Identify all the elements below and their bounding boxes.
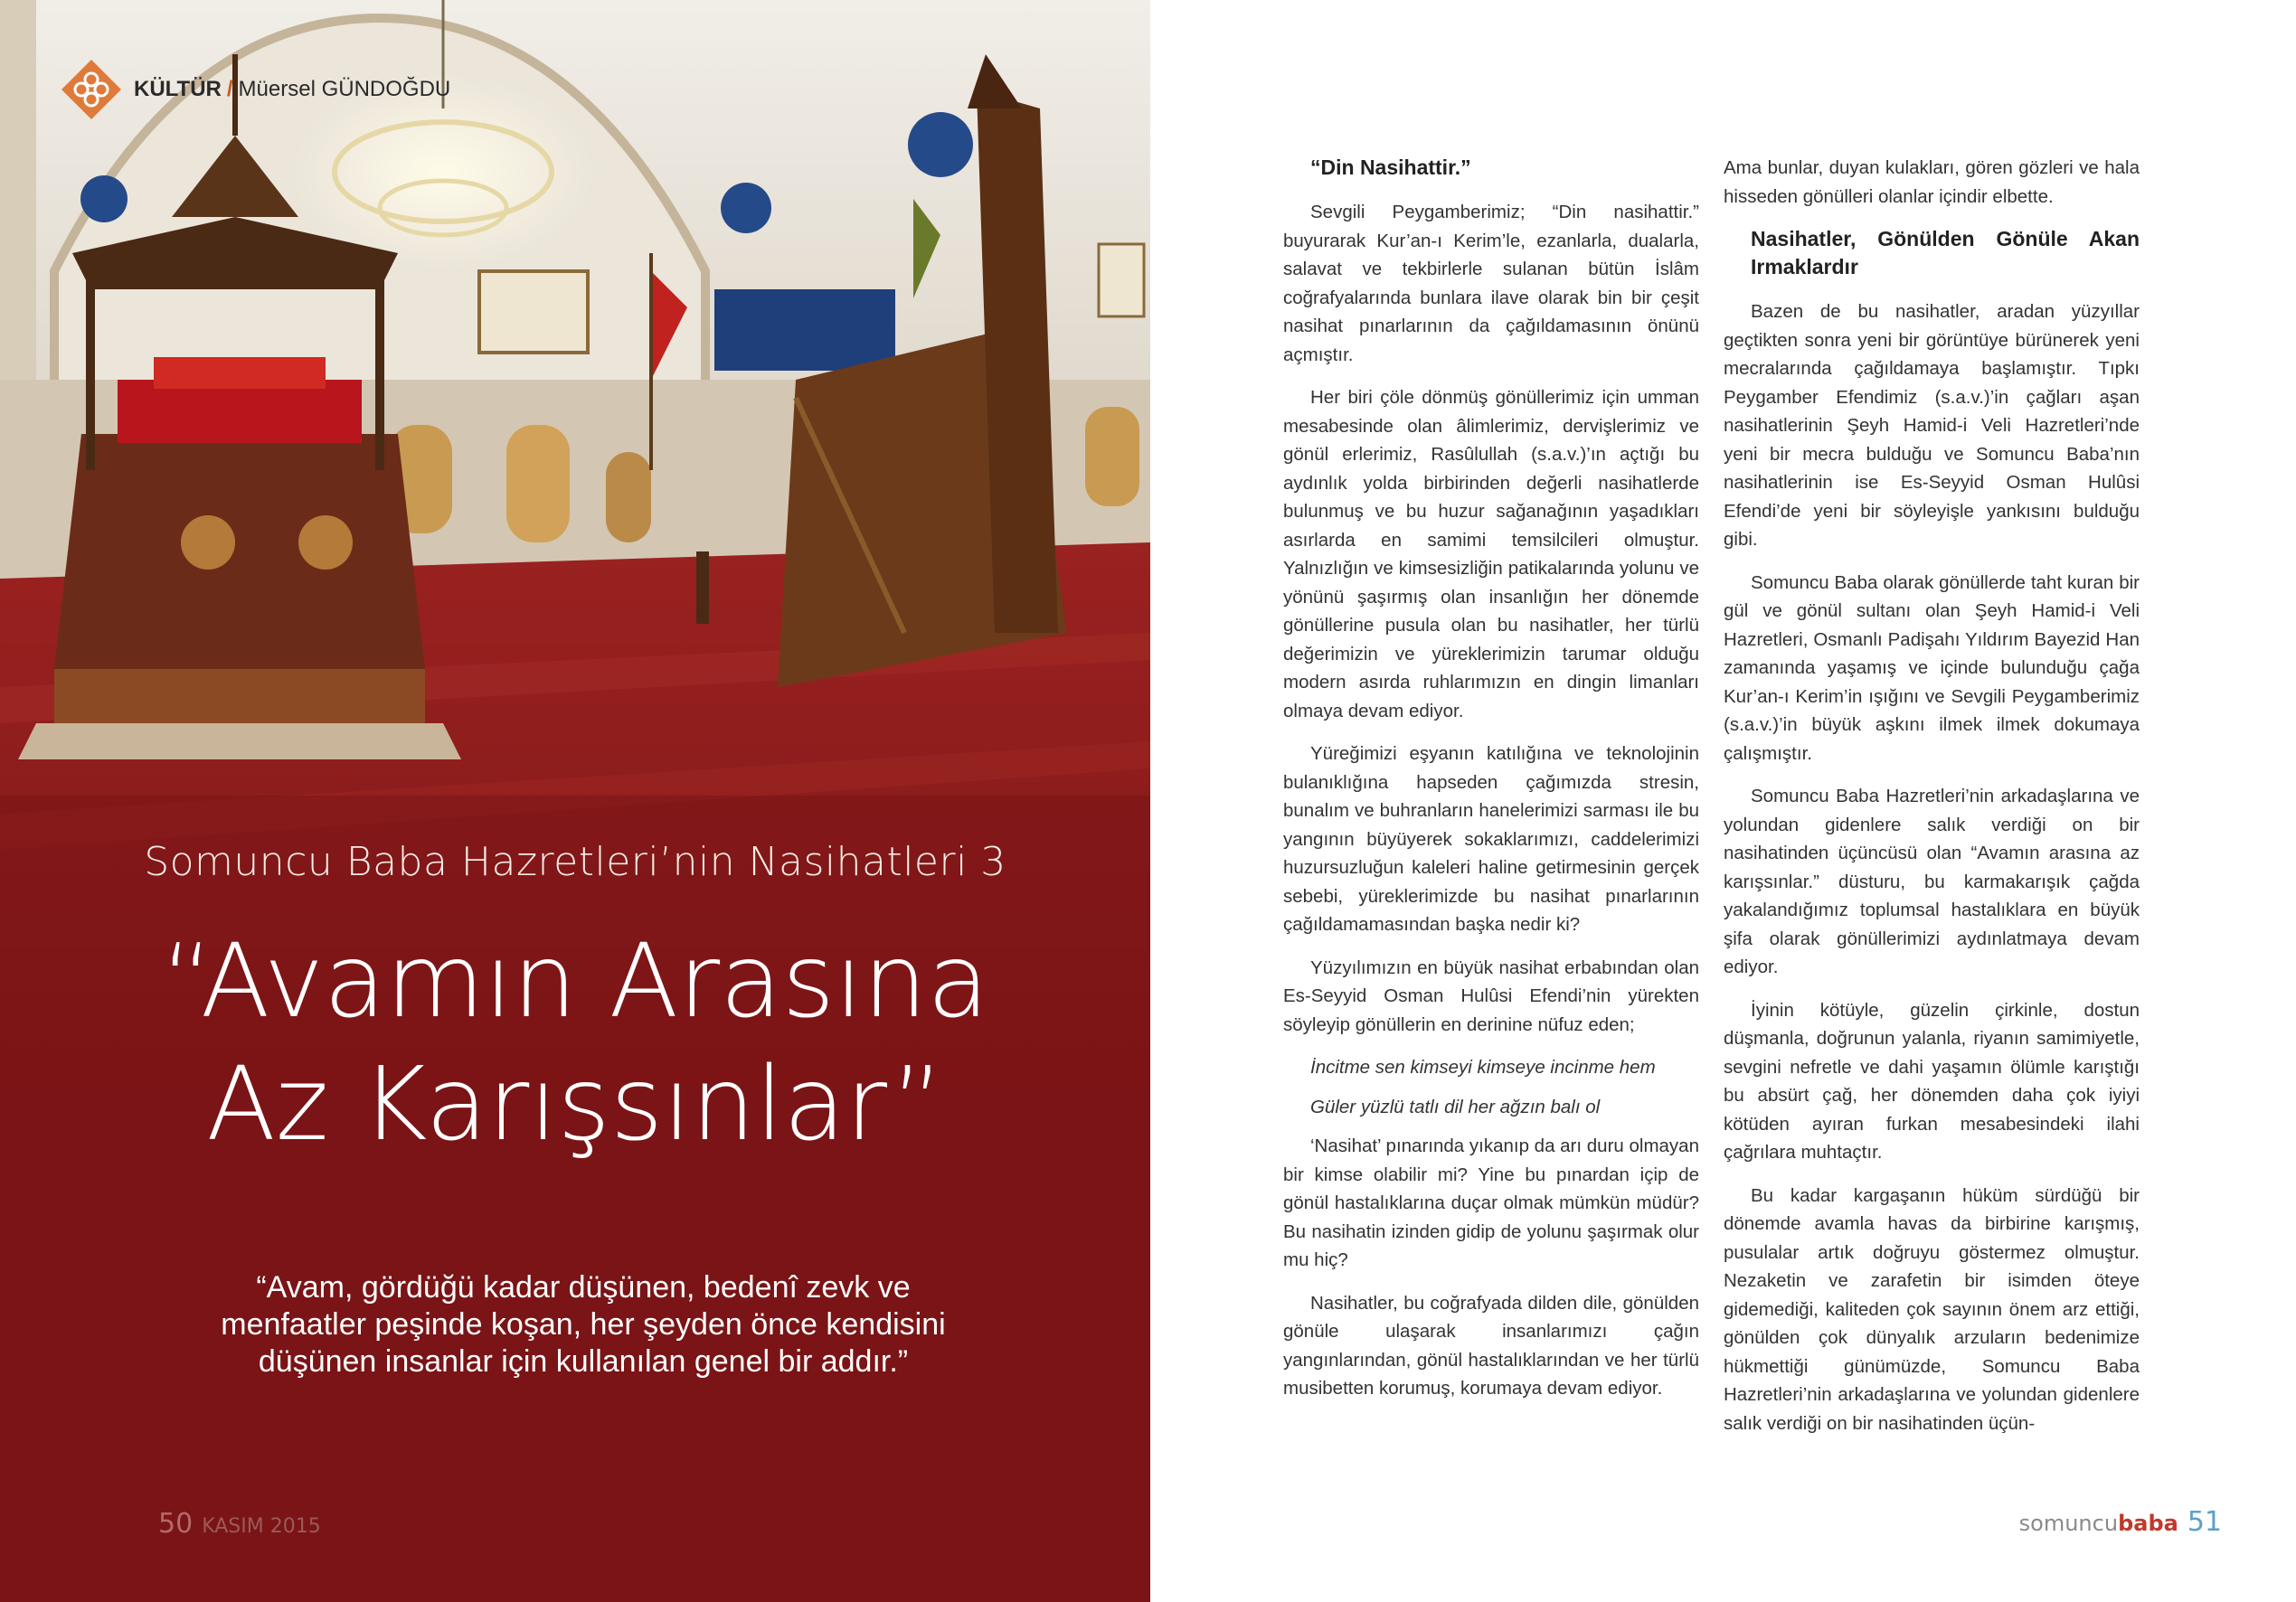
section-label: KÜLTÜR bbox=[134, 77, 222, 101]
article-subtitle: Somuncu Baba Hazretleri’nin Nasihatleri 3 bbox=[144, 839, 1006, 885]
paragraph: Nasihatler, bu coğrafyada dilden dile, gönülden gönüle ulaşarak insanlarımızı çağın yangınlarından, gönül hastalıklarından ve her türlü musibetten korumuş, korumaya devam ediyor. bbox=[1283, 1292, 1699, 1399]
column2-heading: Nasihatler, Gönülden Gönüle Akan Irmaklardır bbox=[1751, 227, 2140, 278]
paragraph: Sevgili Peygamberimiz; “Din nasihattir.” buyurarak Kur’an-ı Kerim’le, ezanlarla, dualarla, salavat ve tekbirlerle sulanan bütün İslâm coğrafyalarında bunlara ilave olarak bin bir çeşit nasihat pınarlarının da çağıldamasının önünü açmıştır. bbox=[1283, 202, 1699, 365]
section-separator: / bbox=[226, 77, 233, 101]
text-column-1 bbox=[1283, 154, 1699, 1418]
paragraph: ‘Nasihat’ pınarında yıkanıp da arı duru olmayan bir kimse olabilir mi? Yine bu pınardan içip de gönül hastalıklarına duçar olmak mümkün müdür? Bu nasihatin izinden gidip de yolunu şaşırmak olur mu hiç? bbox=[1283, 1136, 1699, 1270]
column1-heading: “Din Nasihattir.” bbox=[1310, 155, 1471, 179]
paragraph: Yüzyılımızın en büyük nasihat erbabından olan Es-Seyyid Osman Hulûsi Efendi’nin yürekten söyleyip gönüllerin en derinine nüfuz eden; bbox=[1283, 956, 1699, 1035]
paragraph: Her biri çöle dönmüş gönüllerimiz için umman mesabesinde olan âlimlerimiz, dervişlerimiz ve gönül erlerimiz, Rasûlullah (s.a.v.)’ın açtığı bu aydınlık yolda birbirinden değerli nasihatlerde bulunmuş ve bu huzur sağanağının yaşadıkları asırlarda en samimi temsilcileri olmuştur. Yalnızlığın ve kimsesizliğin patikalarında yolunu ve yönünü şaşırmış olan insanlığın her dönemde gönüllerine pusula olan bu nasihatler, her türlü değerimizin ve yüreklerimizin tarumar olduğu modern asırda ruhlarımızın en dingin limanları olmaya devam ediyor. bbox=[1283, 387, 1699, 721]
paragraph: Bazen de bu nasihatler, aradan yüzyıllar geçtikten sonra yeni bir görüntüye bürünerek yeni mecralarında çağıldamaya başlamıştır. Tıpkı Peygamber Efendimiz (s.a.v.)’in çağları aşan nasihatlerinin Şeyh Hamid-i Veli Hazretleri’nde yeni bir mecra bulduğu ve Somuncu Baba’nın nasihatlerinin ise Es-Seyyid Osman Hulûsi Efendi’de yeni bir söyleyişle yankısını bulduğu gibi. bbox=[1724, 301, 2140, 550]
text-column-2 bbox=[1724, 154, 2140, 1452]
title-line-2: Az Karışsınlar” bbox=[206, 1046, 944, 1164]
paragraph: İyinin kötüyle, güzelin çirkinle, dostun düşmanla, doğrunun yalanla, riyanın samimiyetle, sevgini nefretle ve dahi yaşamın ölümle karıştığı bu absürt çağ, her dönemden daha çok iyiyi kötüden ayıran furkan mesabesindeki ilahi çağrılara muhtaçtır. bbox=[1724, 999, 2140, 1163]
diamond-ornament-icon bbox=[60, 58, 123, 121]
verse-line: İncitme sen kimseyi kimseye incinme hem bbox=[1310, 1057, 1656, 1078]
folio-left bbox=[158, 1508, 321, 1540]
issue-date: KASIM 2015 bbox=[202, 1515, 321, 1538]
right-page bbox=[1150, 0, 2296, 1602]
paragraph: Bu kadar kargaşanın hüküm sürdüğü bir dönemde avamla havas da birbirine karışmış, pusulalar artık doğruyu göstermez olmuştur. Nezaketin ve zarafetin bir isimden öteye gidemediği, kaliteden çok sayının önem arz ettiği, gönülden çok dünyalık arzuların bedenimize hükmettiği günümüzde, Somuncu Baba Hazretleri’nin arkadaşlarına ve yolundan gidenlere salık verdiği on bir nasihatinden üçün- bbox=[1724, 1184, 2140, 1434]
intro-quote: “Avam, gördüğü kadar düşünen, bedenî zevk ve menfaatler peşinde koşan, her şeyden önce kendisini düşünen insanlar için kullanılan genel bir addır.” bbox=[221, 1270, 946, 1379]
paragraph: Somuncu Baba Hazretleri’nin arkadaşlarına ve yolundan gidenlere salık verdiği on bir nasihatinden üçüncüsü olan “Avamın arasına az karışsınlar.” düsturu, bu karmakarışık çağda yakalandığımız toplumsal hastalıklara en büyük şifa olarak gönüllerimizi aydınlatmaya devam ediyor. bbox=[1724, 786, 2140, 977]
folio-right bbox=[2019, 1506, 2222, 1538]
author-name: Müersel GÜNDOĞDU bbox=[238, 77, 451, 101]
paragraph: Yüreğimizi eşyanın katılığına ve teknolojinin bulanıklığına hapseden çağımızda stresin, bunalım ve buhranların hanelerimizi sarması ile bu yangının büyüyerek sokaklarımızı, caddelerimizi huzursuzluğun kaleleri haline getirmesinin gerçek sebebi, yüreklerimizde bu nasihat pınarlarının çağıldamamasından başka nedir ki? bbox=[1283, 743, 1699, 935]
title-line-1: “Avamın Arasına bbox=[161, 923, 989, 1041]
paragraph: Somuncu Baba olarak gönüllerde taht kuran bir gül ve gönül sultanı olan Şeyh Hamid-i Veli Hazretleri, Osmanlı Padişahı Yıldırım Bayezid Han zamanında yaşamış ve içinde bulunduğu çağa Kur’an-ı Kerim’in ışığını ve Sevgili Peygamberimiz (s.a.v.)’in büyük aşkını ilmek ilmek dokumaya çalışmıştır. bbox=[1724, 571, 2140, 764]
paragraph: Ama bunlar, duyan kulakları, gören gözleri ve hala hisseden gönülleri olanlar içindir elbette. bbox=[1724, 157, 2140, 207]
section-tag bbox=[60, 58, 450, 121]
page-number-left: 50 bbox=[158, 1508, 194, 1540]
page-number-right: 51 bbox=[2187, 1506, 2222, 1538]
verse-line: Güler yüzlü tatlı dil her ağzın balı ol bbox=[1310, 1096, 1601, 1117]
article-title bbox=[0, 920, 1150, 1166]
magazine-brand: somuncubaba bbox=[2018, 1511, 2178, 1536]
